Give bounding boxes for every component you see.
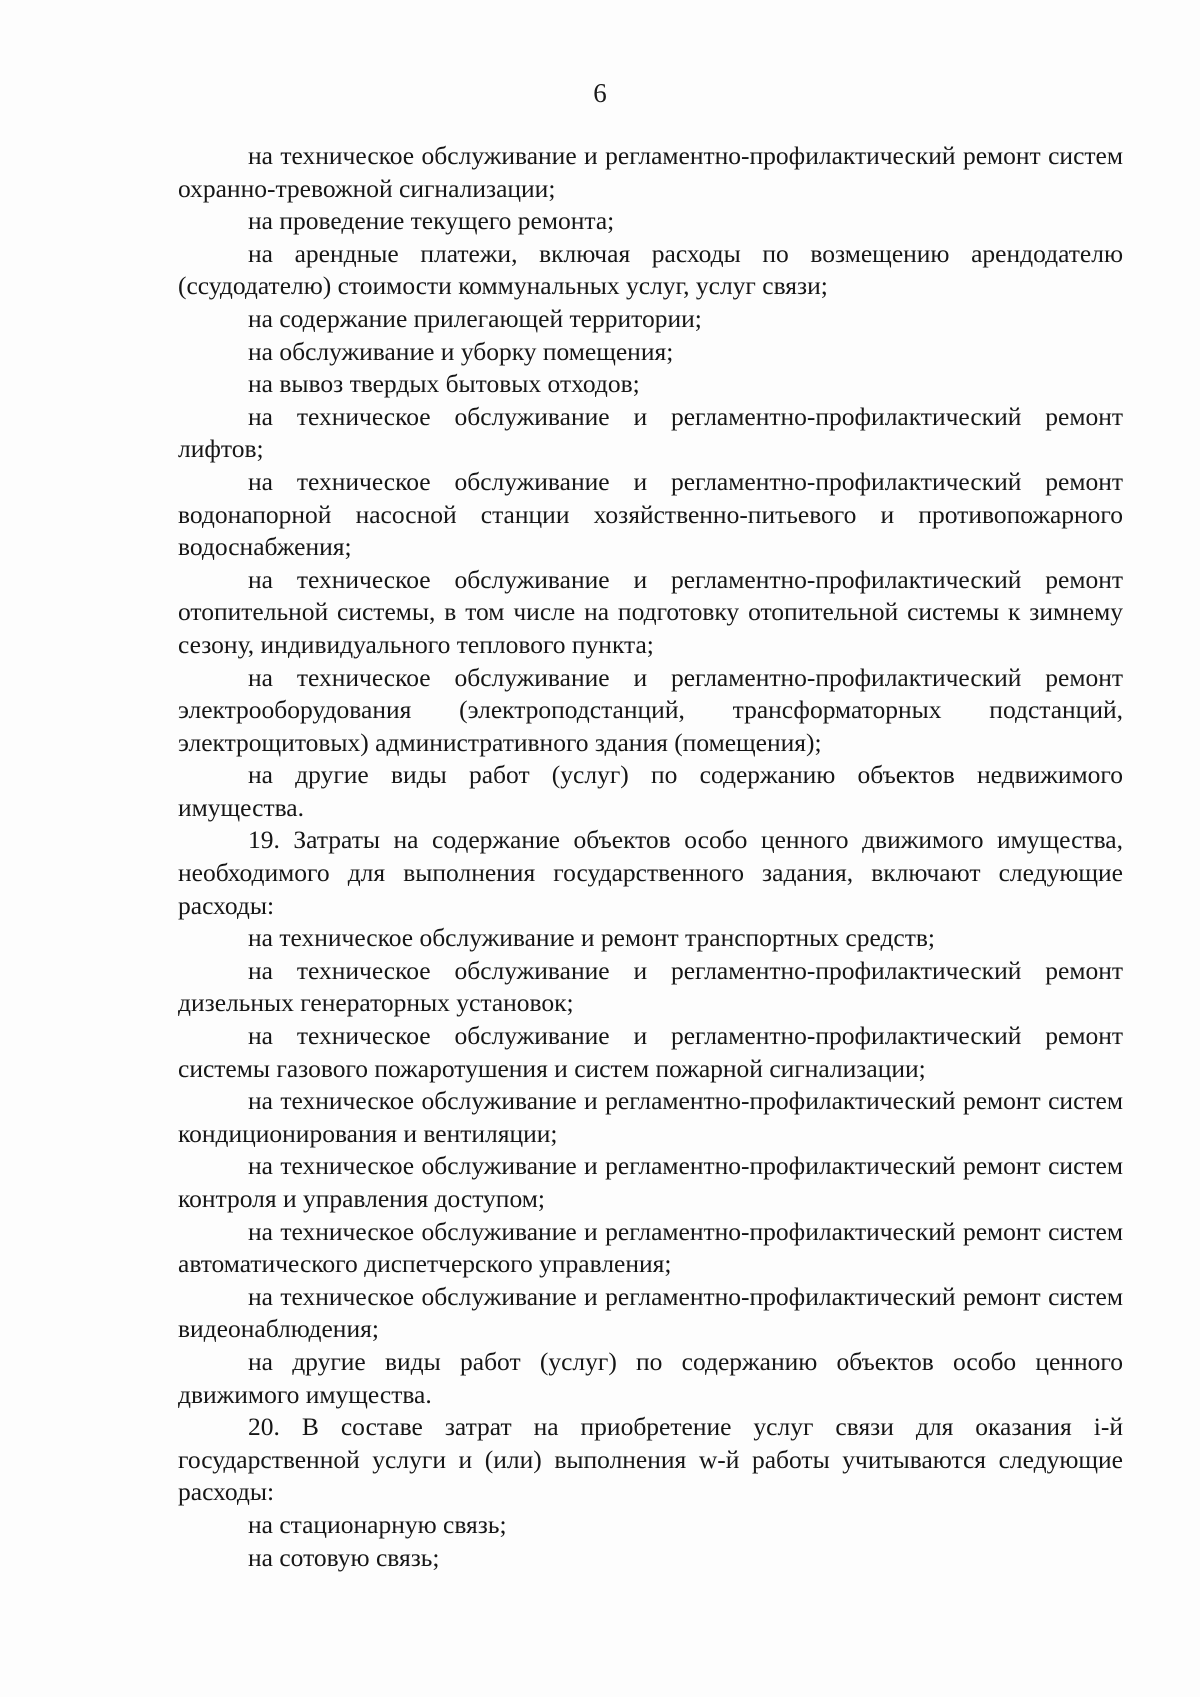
paragraph: на техническое обслуживание и регламентно-профилактический ремонт электрооборудования (электроподстанций, трансформаторных подстанций, электрощитовых) административного здания (помещения); xyxy=(178,662,1123,757)
paragraph: на техническое обслуживание и ремонт транспортных средств; xyxy=(248,923,936,953)
paragraph: на техническое обслуживание и регламентно-профилактический ремонт отопительной системы, в том числе на подготовку отопительной системы к зимнему сезону, индивидуального теплового пункта; xyxy=(178,564,1123,659)
paragraph: на техническое обслуживание и регламентно-профилактический ремонт систем автоматического диспетчерского управления; xyxy=(178,1216,1123,1279)
paragraph: на стационарную связь; xyxy=(248,1509,507,1539)
page-number: 6 xyxy=(593,78,607,108)
paragraph: 20. В составе затрат на приобретение услуг связи для оказания i-й государственной услуги и (или) выполнения w-й работы учитываются следующие расходы: xyxy=(178,1412,1123,1507)
document-body xyxy=(178,140,1123,1574)
paragraph: на вывоз твердых бытовых отходов; xyxy=(248,369,640,399)
paragraph: на техническое обслуживание и регламентно-профилактический ремонт систем контроля и управления доступом; xyxy=(178,1151,1123,1213)
paragraph: на техническое обслуживание и регламентно-профилактический ремонт систем видеонаблюдения; xyxy=(178,1281,1123,1344)
paragraph: на техническое обслуживание и регламентно-профилактический ремонт дизельных генераторных установок; xyxy=(178,955,1123,1018)
paragraph: на обслуживание и уборку помещения; xyxy=(248,336,674,366)
paragraph: на сотовую связь; xyxy=(248,1542,440,1572)
paragraph: на техническое обслуживание и регламентно-профилактический ремонт систем охранно-тревожной сигнализации; xyxy=(178,141,1123,203)
paragraph: 19. Затраты на содержание объектов особо ценного движимого имущества, необходимого для выполнения государственного задания, включают следующие расходы: xyxy=(178,825,1123,920)
paragraph: на техническое обслуживание и регламентно-профилактический ремонт лифтов; xyxy=(178,401,1123,464)
paragraph: на содержание прилегающей территории; xyxy=(248,303,702,333)
paragraph: на техническое обслуживание и регламентно-профилактический ремонт систем кондиционирования и вентиляции; xyxy=(178,1086,1123,1148)
paragraph: на арендные платежи, включая расходы по возмещению арендодателю (ссудодателю) стоимости коммунальных услуг, услуг связи; xyxy=(178,238,1123,301)
paragraph: на проведение текущего ремонта; xyxy=(248,206,615,236)
paragraph: на техническое обслуживание и регламентно-профилактический ремонт системы газового пожаротушения и систем пожарной сигнализации; xyxy=(178,1021,1123,1083)
paragraph: на другие виды работ (услуг) по содержанию объектов недвижимого имущества. xyxy=(178,760,1123,822)
paragraph: на техническое обслуживание и регламентно-профилактический ремонт водонапорной насосной станции хозяйственно-питьевого и противопожарного водоснабжения; xyxy=(178,466,1123,562)
paragraph: на другие виды работ (услуг) по содержанию объектов особо ценного движимого имущества. xyxy=(178,1346,1123,1409)
